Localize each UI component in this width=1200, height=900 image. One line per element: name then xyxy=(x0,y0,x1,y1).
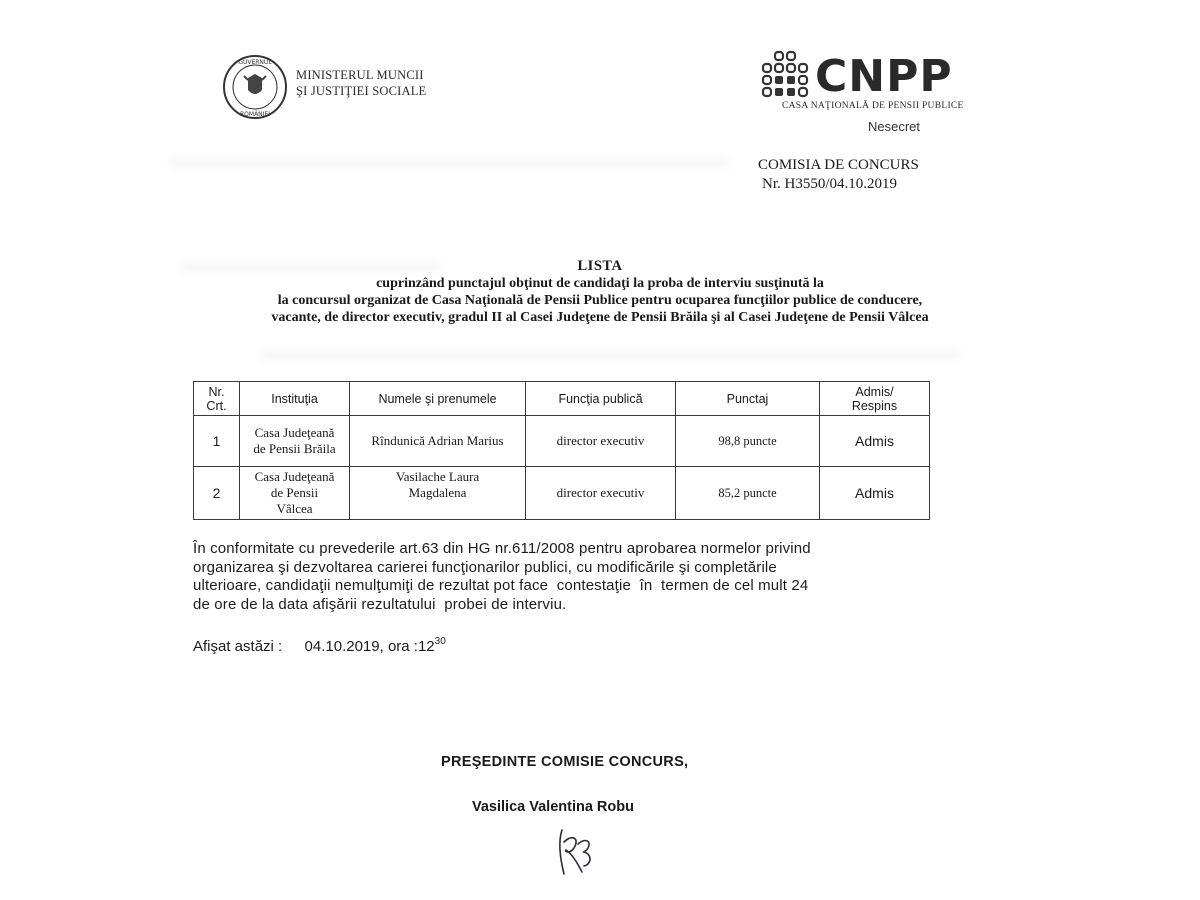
cell-function: director executiv xyxy=(526,416,676,467)
cell-institution xyxy=(240,467,350,520)
table-row xyxy=(194,467,930,520)
scan-artifact xyxy=(260,350,960,360)
notice-line-1: În conformitate cu prevederile art.63 din HG nr.611/2008 pentru aprobarea normelor privind xyxy=(193,540,811,557)
commission-number: Nr. H3550/04.10.2019 xyxy=(762,176,897,192)
cnpp-subtitle: CASA NAŢIONALĂ DE PENSII PUBLICE xyxy=(782,101,964,111)
cnpp-brand: CNPP xyxy=(815,51,953,102)
cell-score: 85,2 puncte xyxy=(676,467,820,520)
table-header-row xyxy=(194,382,930,416)
name-line-1: Vasilache Laura xyxy=(395,469,480,484)
notice-line-4: de ore de la data afişării rezultatului probei de interviu. xyxy=(193,595,567,613)
president-title: PREŞEDINTE COMISIE CONCURS, xyxy=(441,754,689,770)
header-result xyxy=(820,382,930,416)
table-row xyxy=(194,416,930,467)
ministry-line-1: MINISTERUL MUNCII xyxy=(296,68,424,82)
institution-line-3: Vâlcea xyxy=(276,501,313,516)
legal-notice xyxy=(193,540,953,614)
posted-date-value: 04.10.2019, ora :12 xyxy=(304,638,435,655)
cell-name: Rîndunică Adrian Marius xyxy=(350,416,526,467)
header-result-line-1: Admis/ xyxy=(855,384,894,399)
cnpp-logo xyxy=(757,50,964,112)
classification-label: Nesecret xyxy=(868,119,921,134)
header-function: Funcţia publică xyxy=(526,382,676,416)
header-nr-line-2: Crt. xyxy=(206,398,227,413)
header-score: Punctaj xyxy=(676,382,820,416)
header-name: Numele şi prenumele xyxy=(350,382,526,416)
institution-line-1: Casa Judeţeană xyxy=(254,469,335,484)
name-line-2: Magdalena xyxy=(408,485,467,500)
header-result-line-2: Respins xyxy=(851,398,898,413)
cell-result: Admis xyxy=(820,467,930,520)
notice-line-3: ulterioare, candidaţii nemulţumiţi de rezultat pot face contestaţie în termen de cel mult 24 xyxy=(193,577,809,594)
cell-institution xyxy=(240,416,350,467)
title-line-1: cuprinzând punctajul obţinut de candidaţi la proba de interviu susţinută la xyxy=(376,276,824,291)
header-nr xyxy=(194,382,240,416)
title-line-3: vacante, de director executiv, gradul II al Casei Judeţene de Pensii Brăila şi al Casei Judeţene de Pensii Vâlcea xyxy=(271,310,929,325)
posted-minutes: 30 xyxy=(434,636,446,647)
cnpp-mark-icon xyxy=(757,50,811,98)
posted-label: Afişat astăzi : xyxy=(193,638,283,655)
header-institution: Instituţia xyxy=(240,382,350,416)
government-seal-icon xyxy=(222,52,288,122)
title-heading: LISTA xyxy=(577,258,623,274)
commission-name: COMISIA DE CONCURS xyxy=(758,157,919,173)
president-name: Vasilica Valentina Robu xyxy=(472,799,634,815)
ministry-name xyxy=(296,67,426,99)
cell-function: director executiv xyxy=(526,467,676,520)
cell-name xyxy=(350,467,526,520)
document-title xyxy=(150,258,1050,326)
cell-score: 98,8 puncte xyxy=(676,416,820,467)
seal-text-top: GUVERNUL xyxy=(238,59,272,66)
scan-artifact xyxy=(170,158,730,168)
results-table xyxy=(193,381,930,520)
posted-date xyxy=(193,636,446,655)
title-line-2: la concursul organizat de Casa Naţională de Pensii Publice pentru ocuparea funcţiilor publice de conducere, xyxy=(277,293,923,308)
handwritten-signature xyxy=(548,822,608,882)
institution-line-2: de Pensii Brăila xyxy=(253,441,336,456)
cell-result: Admis xyxy=(820,416,930,467)
cell-nr: 2 xyxy=(194,467,240,520)
header-nr-line-1: Nr. xyxy=(208,384,225,399)
ministry-line-2: ŞI JUSTIŢIEI SOCIALE xyxy=(296,84,427,98)
cell-nr: 1 xyxy=(194,416,240,467)
notice-line-2: organizarea şi dezvoltarea carierei funcţionarilor publici, cu modificările şi completările xyxy=(193,558,777,576)
institution-line-2: de Pensii xyxy=(270,485,319,500)
commission-reference xyxy=(758,156,919,194)
institution-line-1: Casa Judeţeană xyxy=(254,425,335,440)
seal-text-bottom: ROMÂNIEI xyxy=(240,111,270,118)
